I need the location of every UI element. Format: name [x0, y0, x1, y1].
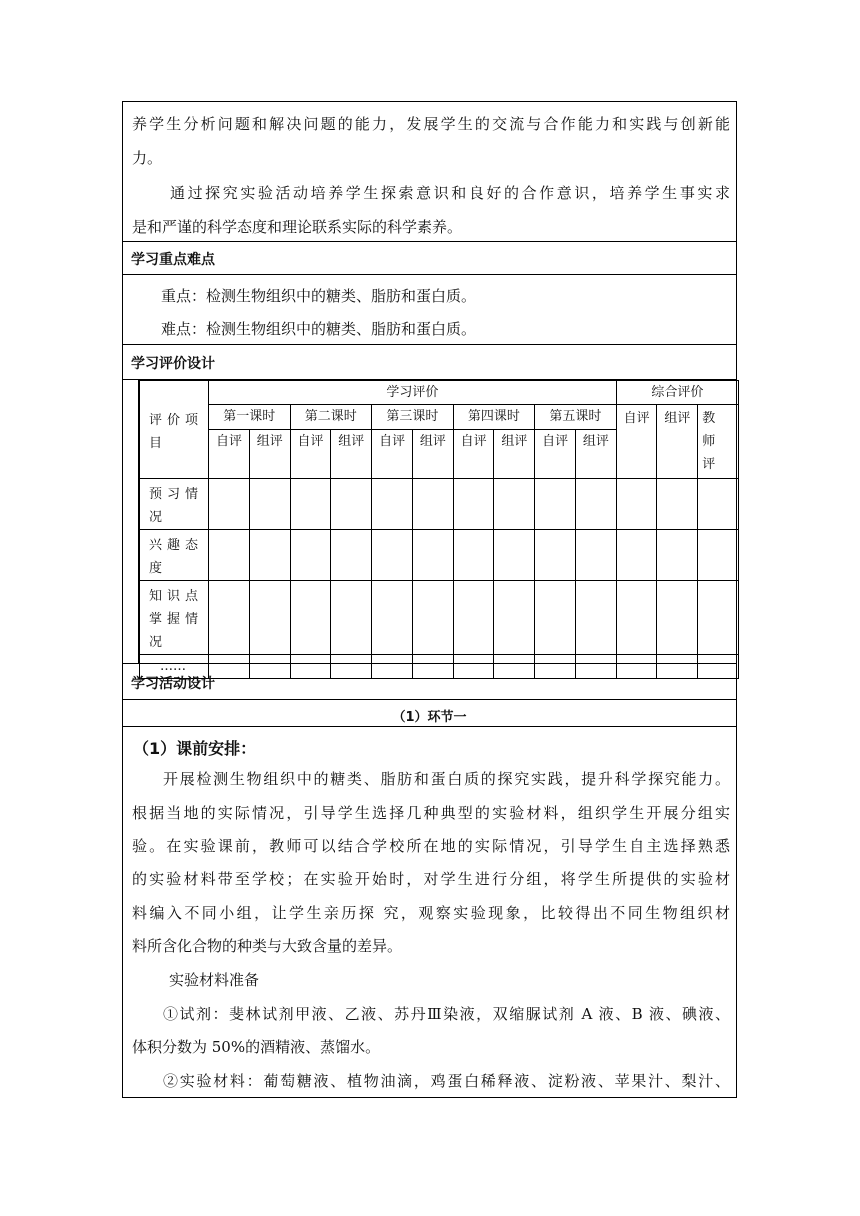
lesson-3: 第三课时 — [372, 405, 454, 430]
intro-line-4: 是和严谨的科学态度和理论联系实际的科学素养。 — [132, 218, 463, 236]
activity-p1-line-3: 验。在实验课前，教师可以结合学校所在地的实际情况，引导学生自主选择熟悉 — [132, 837, 730, 855]
learning-eval-header: 学习评价 — [209, 381, 617, 405]
activity-heading: 学习活动设计 — [131, 676, 215, 692]
evaluation-grid — [138, 380, 739, 674]
activity-p1-line-2: 根据当地的实际情况，引导学生选择几种典型的实验材料，组织学生开展分组实 — [132, 804, 730, 822]
row-more: …… — [140, 655, 209, 679]
l4-group: 组评 — [494, 429, 535, 478]
activity-p1-line-5: 料编入不同小组，让学生亲历探 究，观察实验现象，比较得出不同生物组织材 — [132, 904, 730, 922]
difficult-point: 难点：检测生物组织中的糖类、脂肪和蛋白质。 — [161, 320, 477, 338]
l2-group: 组评 — [331, 429, 372, 478]
lesson-2: 第二课时 — [290, 405, 372, 430]
item-header: 评价项目 — [140, 381, 209, 479]
l5-self: 自评 — [535, 429, 576, 478]
key-points-heading: 学习重点难点 — [131, 252, 215, 268]
l3-self: 自评 — [372, 429, 413, 478]
row-preview: 预习情况 — [140, 479, 209, 530]
l1-self: 自评 — [209, 429, 250, 478]
important-point: 重点：检测生物组织中的糖类、脂肪和蛋白质。 — [161, 287, 477, 305]
materials-title: 实验材料准备 — [169, 971, 260, 989]
materials-line-1: ②实验材料：葡萄糖液、植物油滴，鸡蛋白稀释液、淀粉液、苹果汁、梨汁、 — [163, 1072, 730, 1090]
l3-group: 组评 — [412, 429, 453, 478]
lesson-plan-table — [122, 101, 737, 1098]
l4-self: 自评 — [453, 429, 494, 478]
overall-eval-header: 综合评价 — [616, 381, 738, 405]
lesson-4: 第四课时 — [453, 405, 535, 430]
intro-line-3: 通过探究实验活动培养学生探索意识和良好的合作意识，培养学生事实求 — [170, 184, 730, 202]
reagents-line-2: 体积分数为 50%的酒精液、蒸馏水。 — [132, 1038, 381, 1056]
activity-p1-line-4: 的实验材料带至学校；在实验开始时，对学生进行分组，将学生所提供的实验材 — [132, 870, 730, 888]
intro-line-2: 力。 — [132, 149, 163, 167]
l2-self: 自评 — [290, 429, 331, 478]
overall-self: 自评 — [616, 405, 657, 479]
overall-teacher: 教师评 — [698, 405, 739, 479]
l1-group: 组评 — [249, 429, 290, 478]
evaluation-heading: 学习评价设计 — [131, 356, 215, 372]
section-heading: （1）环节一 — [392, 710, 467, 725]
row-knowledge: 知识点掌握情况 — [140, 581, 209, 655]
row-interest: 兴趣态度 — [140, 530, 209, 581]
overall-group: 组评 — [657, 405, 698, 479]
reagents-line-1: ①试剂：斐林试剂甲液、乙液、苏丹Ⅲ染液，双缩脲试剂 A 液、B 液、碘液、 — [163, 1005, 730, 1023]
intro-line-1: 养学生分析问题和解决问题的能力，发展学生的交流与合作能力和实践与创新能 — [132, 115, 730, 133]
l5-group: 组评 — [575, 429, 616, 478]
lesson-1: 第一课时 — [209, 405, 291, 430]
activity-p1-line-6: 料所含化合物的种类与大致含量的差异。 — [132, 937, 403, 955]
activity-p1-line-1: 开展检测生物组织中的糖类、脂肪和蛋白质的探究实践，提升科学探究能力。 — [163, 770, 730, 788]
sub-heading: （1）课前安排： — [133, 739, 257, 758]
lesson-5: 第五课时 — [535, 405, 617, 430]
